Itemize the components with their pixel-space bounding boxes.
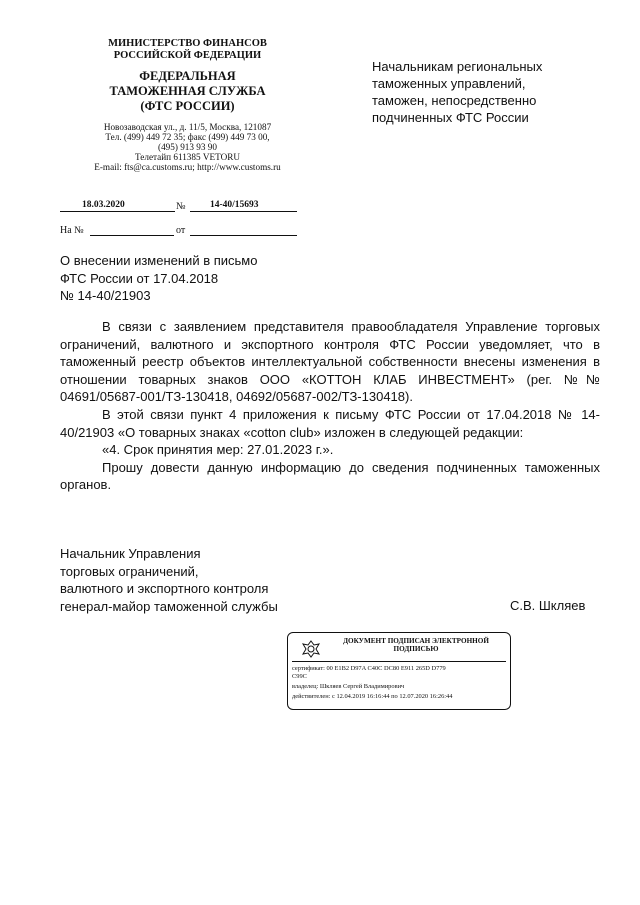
addressee-line-4: подчиненных ФТС России <box>372 110 529 125</box>
service-line-3: (ФТС РОССИИ) <box>140 99 235 113</box>
body-paragraph-1: В связи с заявлением представителя правообладателя Управление торговых ограничений, валютного и экспортного контроля ФТС России уведомляет, что в таможенный реестр объектов интеллектуальной собственности внесены изменения в отношении товарных знаков ООО «КОТТОН КЛАБ ИНВЕСТМЕНТ» (рег. №№ 04691/05687-001/ТЗ-130418, 04692/05687-002/ТЗ-130418). <box>60 319 600 405</box>
reference-label: На № <box>60 225 84 236</box>
stamp-divider <box>292 661 506 662</box>
from-label: от <box>176 225 186 236</box>
signer-title-line-3: валютного и экспортного контроля <box>60 581 269 596</box>
stamp-title-line-1: ДОКУМЕНТ ПОДПИСАН ЭЛЕКТРОННОЙ <box>343 637 489 645</box>
stamp-certificate-2: C99C <box>292 673 307 680</box>
addressee-line-1: Начальникам региональных <box>372 59 543 74</box>
service-line-1: ФЕДЕРАЛЬНАЯ <box>139 69 236 83</box>
address: Новозаводская ул., д. 11/5, Москва, 121087 <box>103 122 272 132</box>
stamp-title <box>326 637 506 653</box>
stamp-validity: действителен: с 12.04.2019 16:16:44 по 12.07.2020 16:26:44 <box>292 693 453 700</box>
addressee <box>372 58 602 126</box>
signer-title <box>60 545 320 615</box>
service-name <box>60 69 315 114</box>
registration-date: 18.03.2020 <box>82 200 125 210</box>
subject-line-3: № 14-40/21903 <box>60 288 151 303</box>
signer-title-line-2: торговых ограничений, <box>60 563 199 579</box>
ministry-line-2: РОССИЙСКОЙ ФЕДЕРАЦИИ <box>113 50 262 61</box>
subject-line-1: О внесении изменений в письмо <box>60 253 258 268</box>
stamp-title-line-2: ПОДПИСЬЮ <box>393 645 439 653</box>
ministry-name <box>60 38 315 62</box>
phone: Тел. (499) 449 72 35; факс (499) 449 73 00, <box>105 132 270 142</box>
contact-details <box>60 122 315 172</box>
registration-row <box>60 198 300 212</box>
ministry-line-1: МИНИСТЕРСТВО ФИНАНСОВ <box>108 38 267 49</box>
number-label: № <box>176 201 186 212</box>
body-paragraph-3: «4. Срок принятия мер: 27.01.2023 г.». <box>102 442 334 458</box>
addressee-line-3: таможен, непосредственно <box>372 93 537 108</box>
reference-row <box>60 222 300 236</box>
body-paragraph-2: В этой связи пункт 4 приложения к письму ФТС России от 17.04.2018 № 14-40/21903 «О товарных знаках «cotton club» изложен в следующей редакции: <box>60 406 600 440</box>
subject <box>60 252 320 305</box>
emblem-icon <box>300 639 322 659</box>
email: E-mail: fts@ca.customs.ru; http://www.customs.ru <box>94 162 281 172</box>
signer-title-line-1: Начальник Управления <box>60 546 201 561</box>
letter-body <box>60 318 600 494</box>
stamp-owner: владелец: Шкляев Сергей Владимирович <box>292 683 405 690</box>
service-line-2: ТАМОЖЕННАЯ СЛУЖБА <box>109 84 266 98</box>
addressee-line-2: таможенных управлений, <box>372 76 526 91</box>
teletype: Телетайп 611385 VETORU <box>135 152 240 162</box>
body-paragraph-4: Прошу довести данную информацию до сведения подчиненных таможенных органов. <box>60 459 600 493</box>
stamp-certificate: сертификат: 00 E1B2 D97A C40C DC80 E911 265D D779 <box>292 665 446 672</box>
registration-number: 14-40/15693 <box>210 200 259 210</box>
signer-title-line-4: генерал-майор таможенной службы <box>60 598 278 614</box>
electronic-signature-stamp <box>287 632 511 710</box>
signer-name: С.В. Шкляев <box>510 598 586 613</box>
phone-2: (495) 913 93 90 <box>158 142 217 152</box>
letterhead <box>60 38 315 172</box>
subject-line-2: ФТС России от 17.04.2018 <box>60 270 219 286</box>
